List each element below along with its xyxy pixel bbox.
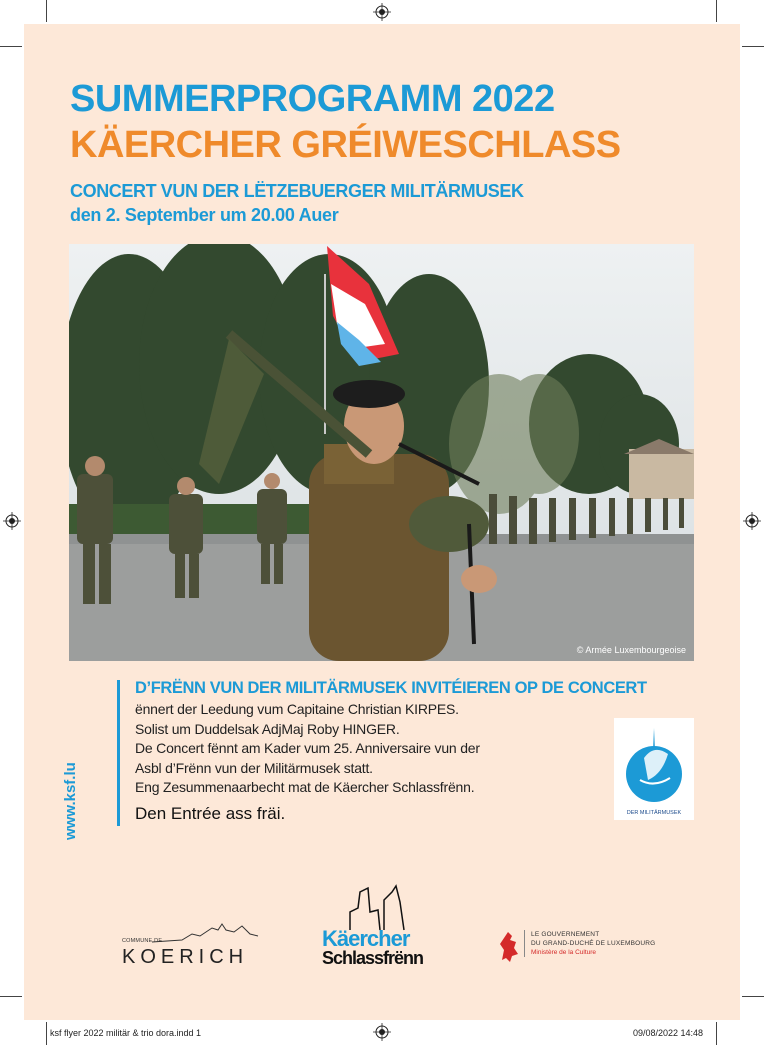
photo-credit: © Armée Luxembourgeoise [576,645,686,655]
invitation-line: Eng Zesummenaarbecht mat de Käercher Schlassfrënn. [135,779,475,795]
crop-mark [46,0,47,22]
schlassfrenn-text: Schlassfrënn [322,948,424,968]
crop-mark [46,1022,47,1045]
registration-mark-icon [373,1023,391,1041]
page-title: SUMMERPROGRAMM 2022 [70,78,555,120]
invitation-line: Solist um Duddelsak AdjMaj Roby HINGER. [135,720,400,737]
crop-mark [716,1022,717,1045]
militarmusek-badge-logo [614,718,694,820]
registration-mark-icon [3,512,21,530]
venue-title: KÄERCHER GRÉIWESCHLASS [70,124,621,166]
red-lion-icon [496,930,520,964]
registration-mark-icon [373,3,391,21]
gov-line: LE GOUVERNEMENT [531,931,600,938]
crop-mark [742,46,764,47]
bagpiper-photo [69,244,694,661]
government-logo [496,928,676,968]
crop-mark [0,996,22,997]
crop-mark [0,46,22,47]
invitation-heading: D’FRËNN VUN DER MILITÄRMUSEK INVITÉIEREN OP DE CONCERT [135,679,647,697]
registration-mark-icon [743,512,761,530]
free-entry-note: Den Entrée ass fräi. [135,804,286,823]
accent-bar [117,680,120,826]
print-slug-filename: ksf flyer 2022 militär & trio dora.indd 1 [50,1028,202,1038]
kaercher-text: Käercher [322,926,410,951]
invitation-line: Asbl d’Frënn vun der Militärmusek statt. [135,759,373,776]
koerich-logo [122,918,262,970]
ministry-line: Ministère de la Culture [531,949,597,956]
koerich-name: KOERICH [122,946,249,968]
website-link[interactable]: www.ksf.lu [62,762,79,840]
koerich-small-text: COMMUNE DE [122,938,163,944]
crop-mark [716,0,717,22]
invitation-text [135,700,480,798]
kaercher-schlassfrenn-logo [320,882,438,972]
gov-line: DU GRAND-DUCHÉ DE LUXEMBOURG [531,940,656,947]
svg-text:DER MILITÄRMUSEK: DER MILITÄRMUSEK [626,810,682,816]
concert-subtitle: CONCERT VUN DER LËTZEBUERGER MILITÄRMUSEK [70,181,524,201]
invitation-line: ënnert der Leedung vum Capitaine Christian KIRPES. [135,701,459,717]
print-slug-timestamp: 09/08/2022 14:48 [633,1028,704,1038]
invitation-line: De Concert fënnt am Kader vum 25. Anniversaire vun der [135,740,480,756]
concert-date: den 2. September um 20.00 Auer [70,205,339,225]
crop-mark [742,996,764,997]
